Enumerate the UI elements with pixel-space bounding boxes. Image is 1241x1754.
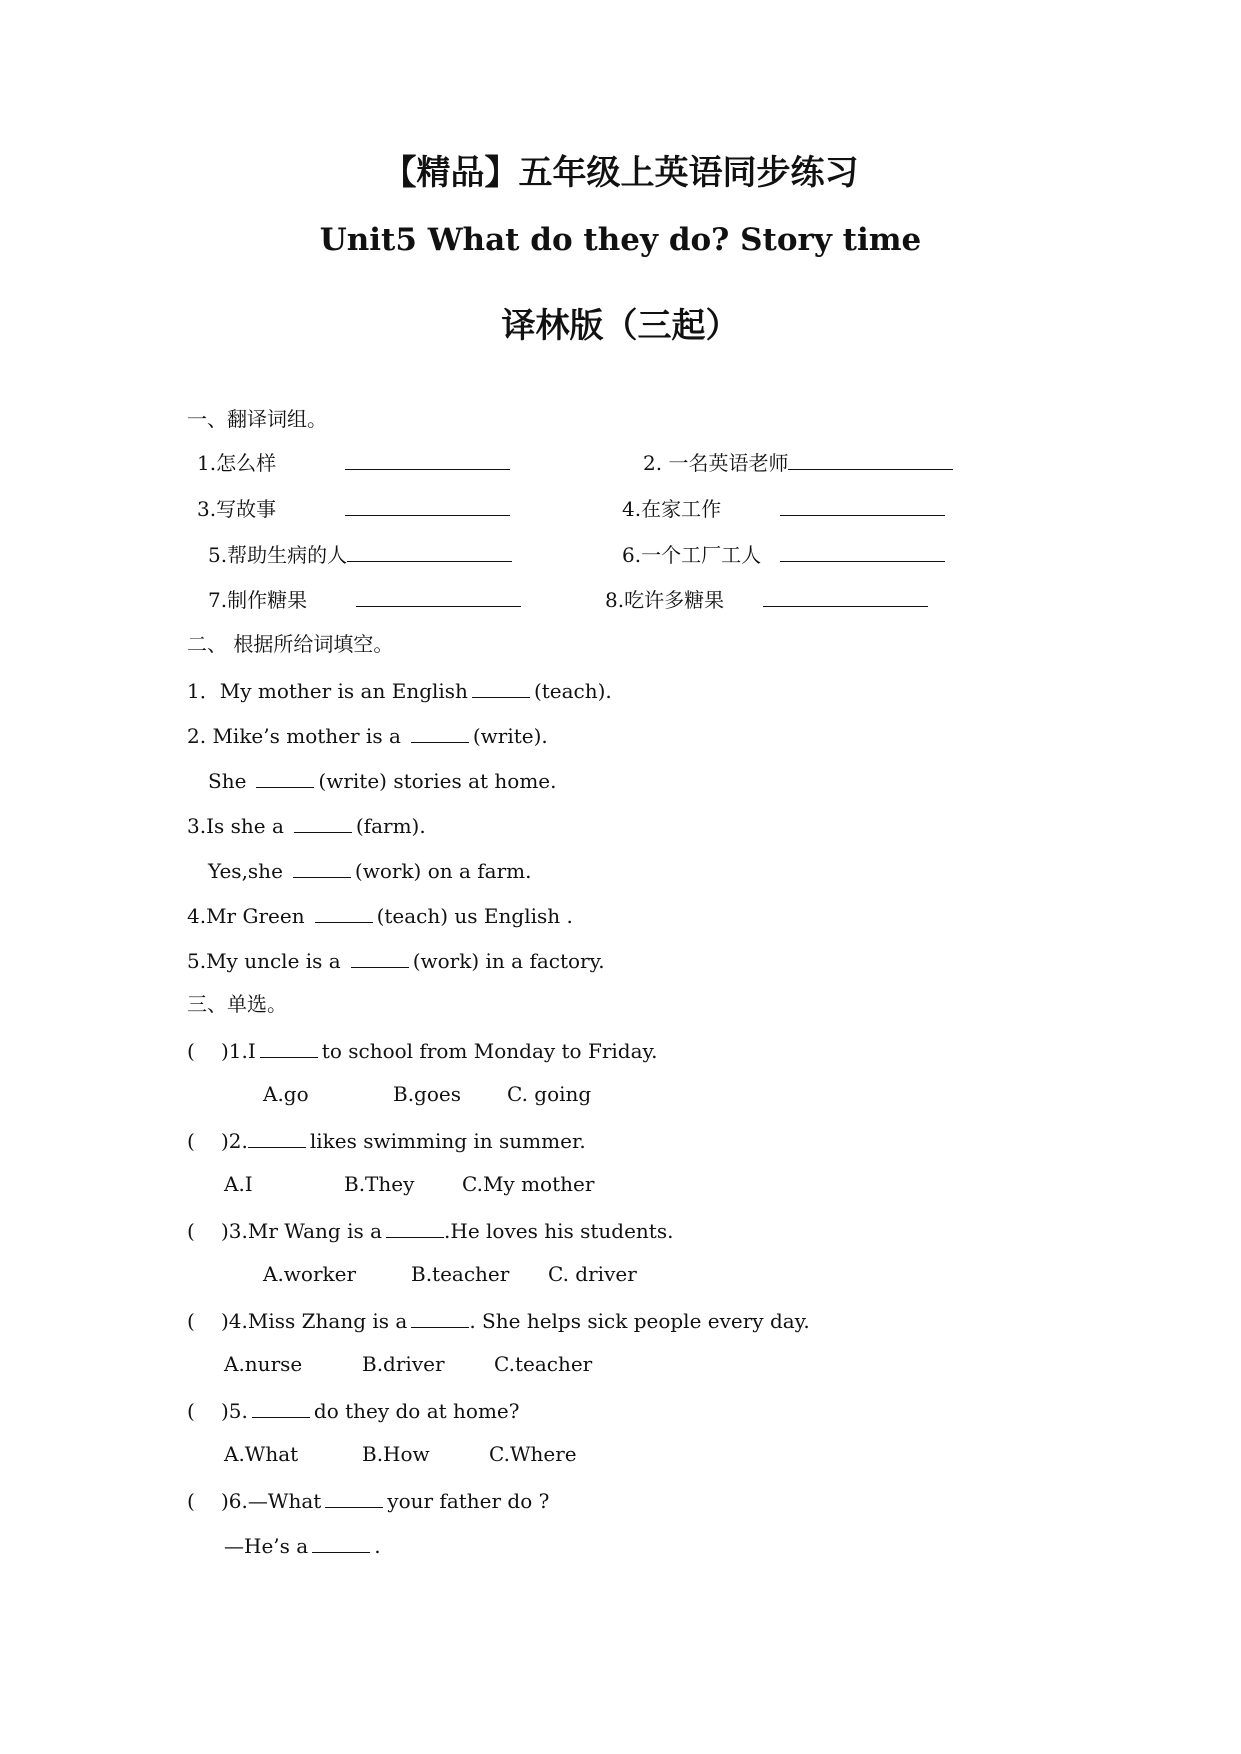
question-text-end: . She helps sick people every day. xyxy=(469,1309,810,1333)
option-c[interactable]: C. going xyxy=(507,1082,592,1106)
answer-blank xyxy=(386,1215,444,1238)
answer-paren[interactable]: ( xyxy=(187,1489,195,1513)
phrase-label: 1.怎么样 xyxy=(197,451,277,475)
option-a[interactable]: A.worker xyxy=(263,1262,357,1286)
choice-options-5 xyxy=(224,1440,577,1468)
answer-blank[interactable] xyxy=(411,720,469,743)
unit-title: Unit5 What do they do? Story time xyxy=(319,222,922,258)
page-title: 【精品】五年级上英语同步练习 xyxy=(382,153,859,193)
option-b[interactable]: B.How xyxy=(362,1442,430,1466)
option-b[interactable]: B.teacher xyxy=(411,1262,510,1286)
question-text: )1.I xyxy=(221,1039,256,1063)
answer-text-end: . xyxy=(374,1534,381,1558)
answer-blank[interactable] xyxy=(788,447,953,470)
choice-answer-6 xyxy=(224,1530,381,1560)
answer-blank xyxy=(325,1485,383,1508)
question-text-end: likes swimming in summer. xyxy=(309,1129,586,1153)
phrase-label: 6.一个工厂工人 xyxy=(622,543,762,567)
option-c[interactable]: C.Where xyxy=(489,1442,577,1466)
answer-blank[interactable] xyxy=(763,584,928,607)
fill-question-1 xyxy=(187,675,612,705)
fill-question-3a xyxy=(187,810,426,840)
fill-question-5 xyxy=(187,945,605,975)
question-text: )3.Mr Wang is a xyxy=(221,1219,383,1243)
section3-heading: 三、单选。 xyxy=(187,992,287,1016)
question-text: 5.My uncle is a xyxy=(187,949,341,973)
question-text-end: do they do at home? xyxy=(313,1399,520,1423)
option-a[interactable]: A.go xyxy=(263,1082,309,1106)
option-b[interactable]: B.goes xyxy=(393,1082,461,1106)
edition-title: 译林版（三起） xyxy=(501,306,740,346)
answer-paren[interactable]: ( xyxy=(187,1219,195,1243)
phrase-item-1 xyxy=(197,447,510,477)
phrase-label: 4.在家工作 xyxy=(622,497,722,521)
phrase-label: 7.制作糖果 xyxy=(208,588,308,612)
answer-blank[interactable] xyxy=(345,493,510,516)
choice-question-3 xyxy=(187,1215,673,1245)
question-text: 1．My mother is an English xyxy=(187,679,468,703)
question-text-end: your father do ? xyxy=(387,1489,550,1513)
phrase-label: 3.写故事 xyxy=(197,497,277,521)
choice-options-1 xyxy=(263,1080,591,1108)
answer-blank[interactable] xyxy=(293,855,351,878)
answer-blank[interactable] xyxy=(472,675,530,698)
question-hint: (write) stories at home. xyxy=(318,769,557,793)
answer-blank[interactable] xyxy=(356,584,521,607)
choice-question-1 xyxy=(187,1035,658,1065)
phrase-item-7 xyxy=(208,584,521,614)
phrase-label: 5.帮助生病的人 xyxy=(208,543,348,567)
answer-blank[interactable] xyxy=(780,539,945,562)
fill-question-4 xyxy=(187,900,573,930)
question-hint: (work) in a factory. xyxy=(412,949,605,973)
phrase-item-6 xyxy=(622,539,945,569)
option-a[interactable]: A.nurse xyxy=(224,1352,303,1376)
answer-paren[interactable]: ( xyxy=(187,1309,195,1333)
answer-blank[interactable] xyxy=(256,765,314,788)
phrase-label: 8.吃许多糖果 xyxy=(605,588,725,612)
phrase-item-4 xyxy=(622,493,945,523)
answer-paren[interactable]: ( xyxy=(187,1399,195,1423)
question-text-end: to school from Monday to Friday. xyxy=(321,1039,658,1063)
fill-question-2a xyxy=(187,720,548,750)
option-b[interactable]: B.driver xyxy=(362,1352,445,1376)
answer-blank xyxy=(248,1125,306,1148)
answer-blank xyxy=(312,1530,370,1553)
answer-blank xyxy=(411,1305,469,1328)
question-text: )4.Miss Zhang is a xyxy=(221,1309,408,1333)
question-hint: (farm). xyxy=(355,814,426,838)
answer-blank[interactable] xyxy=(351,945,409,968)
phrase-item-8 xyxy=(605,584,928,614)
answer-blank[interactable] xyxy=(315,900,373,923)
question-text: 2. Mike’s mother is a xyxy=(187,724,401,748)
question-hint: (teach). xyxy=(533,679,612,703)
answer-paren[interactable]: ( xyxy=(187,1129,195,1153)
choice-question-5 xyxy=(187,1395,519,1425)
answer-paren[interactable]: ( xyxy=(187,1039,195,1063)
question-hint: (work) on a farm. xyxy=(354,859,532,883)
option-c[interactable]: C. driver xyxy=(548,1262,637,1286)
question-text: 4.Mr Green xyxy=(187,904,305,928)
question-text: She xyxy=(208,769,247,793)
phrase-item-2 xyxy=(643,447,953,477)
answer-blank[interactable] xyxy=(345,447,510,470)
choice-options-3 xyxy=(263,1260,637,1288)
choice-question-4 xyxy=(187,1305,810,1335)
answer-blank[interactable] xyxy=(294,810,352,833)
question-text: Yes,she xyxy=(208,859,283,883)
answer-text: —He’s a xyxy=(224,1534,309,1558)
question-text: )5. xyxy=(221,1399,248,1423)
section1-heading: 一、翻译词组。 xyxy=(187,407,327,431)
answer-blank xyxy=(260,1035,318,1058)
choice-options-4 xyxy=(224,1350,592,1378)
phrase-item-5 xyxy=(208,539,512,569)
option-a[interactable]: A.I xyxy=(224,1172,253,1196)
option-c[interactable]: C.My mother xyxy=(462,1172,595,1196)
option-b[interactable]: B.They xyxy=(344,1172,415,1196)
phrase-item-3 xyxy=(197,493,510,523)
fill-question-3b xyxy=(208,855,531,885)
question-hint: (teach) us English . xyxy=(376,904,573,928)
section2-heading: 二、 根据所给词填空。 xyxy=(187,632,394,656)
answer-blank xyxy=(252,1395,310,1418)
option-a[interactable]: A.What xyxy=(224,1442,299,1466)
phrase-label: 2. 一名英语老师 xyxy=(643,451,789,475)
option-c[interactable]: C.teacher xyxy=(494,1352,593,1376)
question-text: )6.—What xyxy=(221,1489,322,1513)
question-text-end: .He loves his students. xyxy=(444,1219,674,1243)
choice-question-2 xyxy=(187,1125,586,1155)
choice-question-6 xyxy=(187,1485,549,1515)
answer-blank[interactable] xyxy=(780,493,945,516)
question-text: 3.Is she a xyxy=(187,814,284,838)
answer-blank[interactable] xyxy=(347,539,512,562)
question-text: )2. xyxy=(221,1129,248,1153)
choice-options-2 xyxy=(224,1170,594,1198)
fill-question-2b xyxy=(208,765,557,795)
question-hint: (write). xyxy=(472,724,548,748)
